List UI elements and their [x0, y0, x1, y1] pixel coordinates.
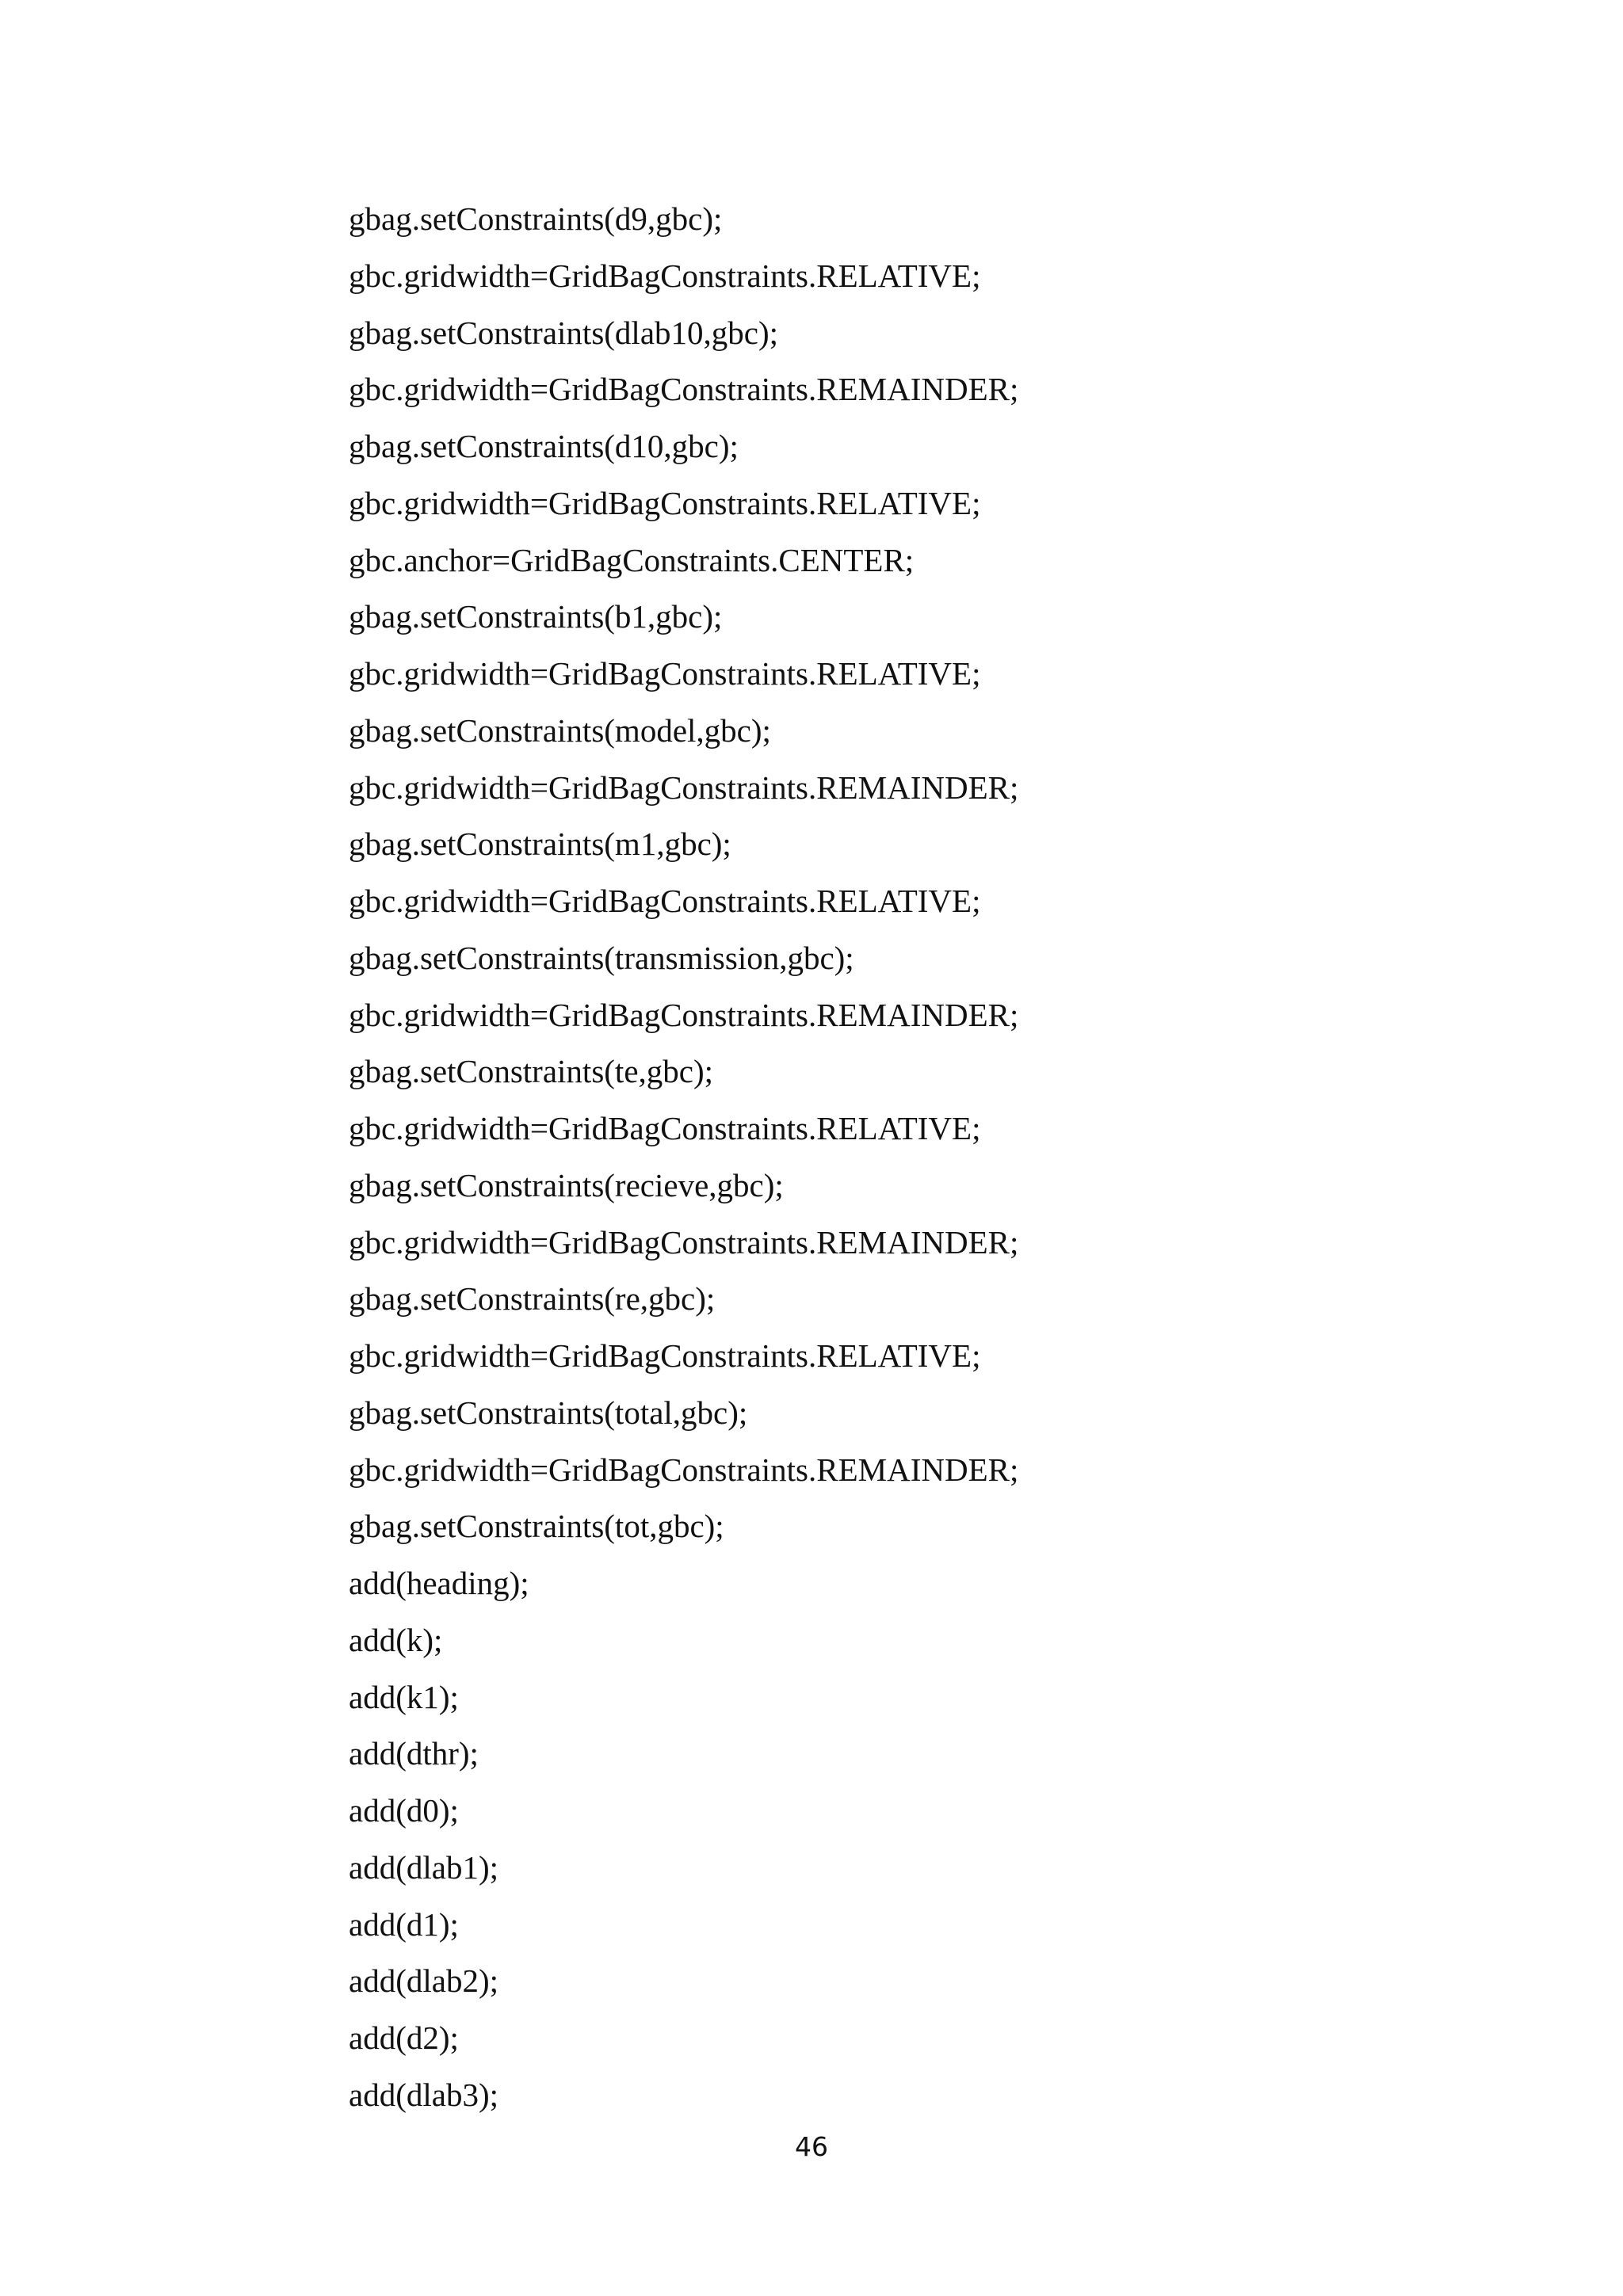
code-line: gbc.gridwidth=GridBagConstraints.REMAINDER; — [349, 1223, 1019, 1261]
code-line: add(dthr); — [349, 1735, 479, 1772]
code-line: add(k1); — [349, 1678, 459, 1715]
code-line: gbc.gridwidth=GridBagConstraints.RELATIVE; — [349, 484, 981, 521]
page-number: 46 — [795, 2131, 828, 2162]
code-line: gbc.gridwidth=GridBagConstraints.RELATIVE; — [349, 883, 981, 919]
code-line: gbag.setConstraints(b1,gbc); — [349, 598, 723, 635]
code-line: add(d0); — [349, 1792, 459, 1829]
code-line: gbc.gridwidth=GridBagConstraints.REMAINDER; — [349, 371, 1019, 408]
code-line: gbag.setConstraints(model,gbc); — [349, 711, 771, 749]
code-line: add(dlab1); — [349, 1848, 498, 1886]
code-line: gbc.gridwidth=GridBagConstraints.REMAINDER; — [349, 996, 1019, 1033]
code-line: add(dlab3); — [349, 2076, 498, 2113]
code-line: gbag.setConstraints(transmission,gbc); — [349, 939, 854, 976]
code-line: gbag.setConstraints(re,gbc); — [349, 1280, 716, 1318]
code-line: gbc.anchor=GridBagConstraints.CENTER; — [349, 541, 915, 578]
code-line: gbc.gridwidth=GridBagConstraints.REMAINDER; — [349, 769, 1019, 806]
code-line: gbag.setConstraints(d10,gbc); — [349, 428, 739, 464]
code-line: gbc.gridwidth=GridBagConstraints.REMAINDER; — [349, 1451, 1019, 1488]
code-line: gbc.gridwidth=GridBagConstraints.RELATIVE; — [349, 1110, 981, 1146]
code-line: add(d2); — [349, 2019, 459, 2056]
code-line: gbag.setConstraints(total,gbc); — [349, 1394, 748, 1431]
code-line: gbag.setConstraints(te,gbc); — [349, 1053, 714, 1090]
code-listing — [349, 196, 1018, 2130]
code-line: gbag.setConstraints(d9,gbc); — [349, 200, 723, 237]
code-line: gbc.gridwidth=GridBagConstraints.RELATIVE; — [349, 1337, 981, 1374]
code-line: gbag.setConstraints(tot,gbc); — [349, 1508, 724, 1545]
code-line: gbag.setConstraints(m1,gbc); — [349, 826, 731, 863]
code-line: add(k); — [349, 1621, 443, 1658]
code-line: gbag.setConstraints(recieve,gbc); — [349, 1166, 784, 1203]
code-line: add(d1); — [349, 1905, 459, 1943]
code-line: gbc.gridwidth=GridBagConstraints.RELATIVE; — [349, 257, 981, 294]
code-line: add(dlab2); — [349, 1962, 498, 2000]
code-line: gbag.setConstraints(dlab10,gbc); — [349, 314, 779, 351]
code-line: add(heading); — [349, 1565, 529, 1601]
code-line: gbc.gridwidth=GridBagConstraints.RELATIVE; — [349, 655, 981, 692]
